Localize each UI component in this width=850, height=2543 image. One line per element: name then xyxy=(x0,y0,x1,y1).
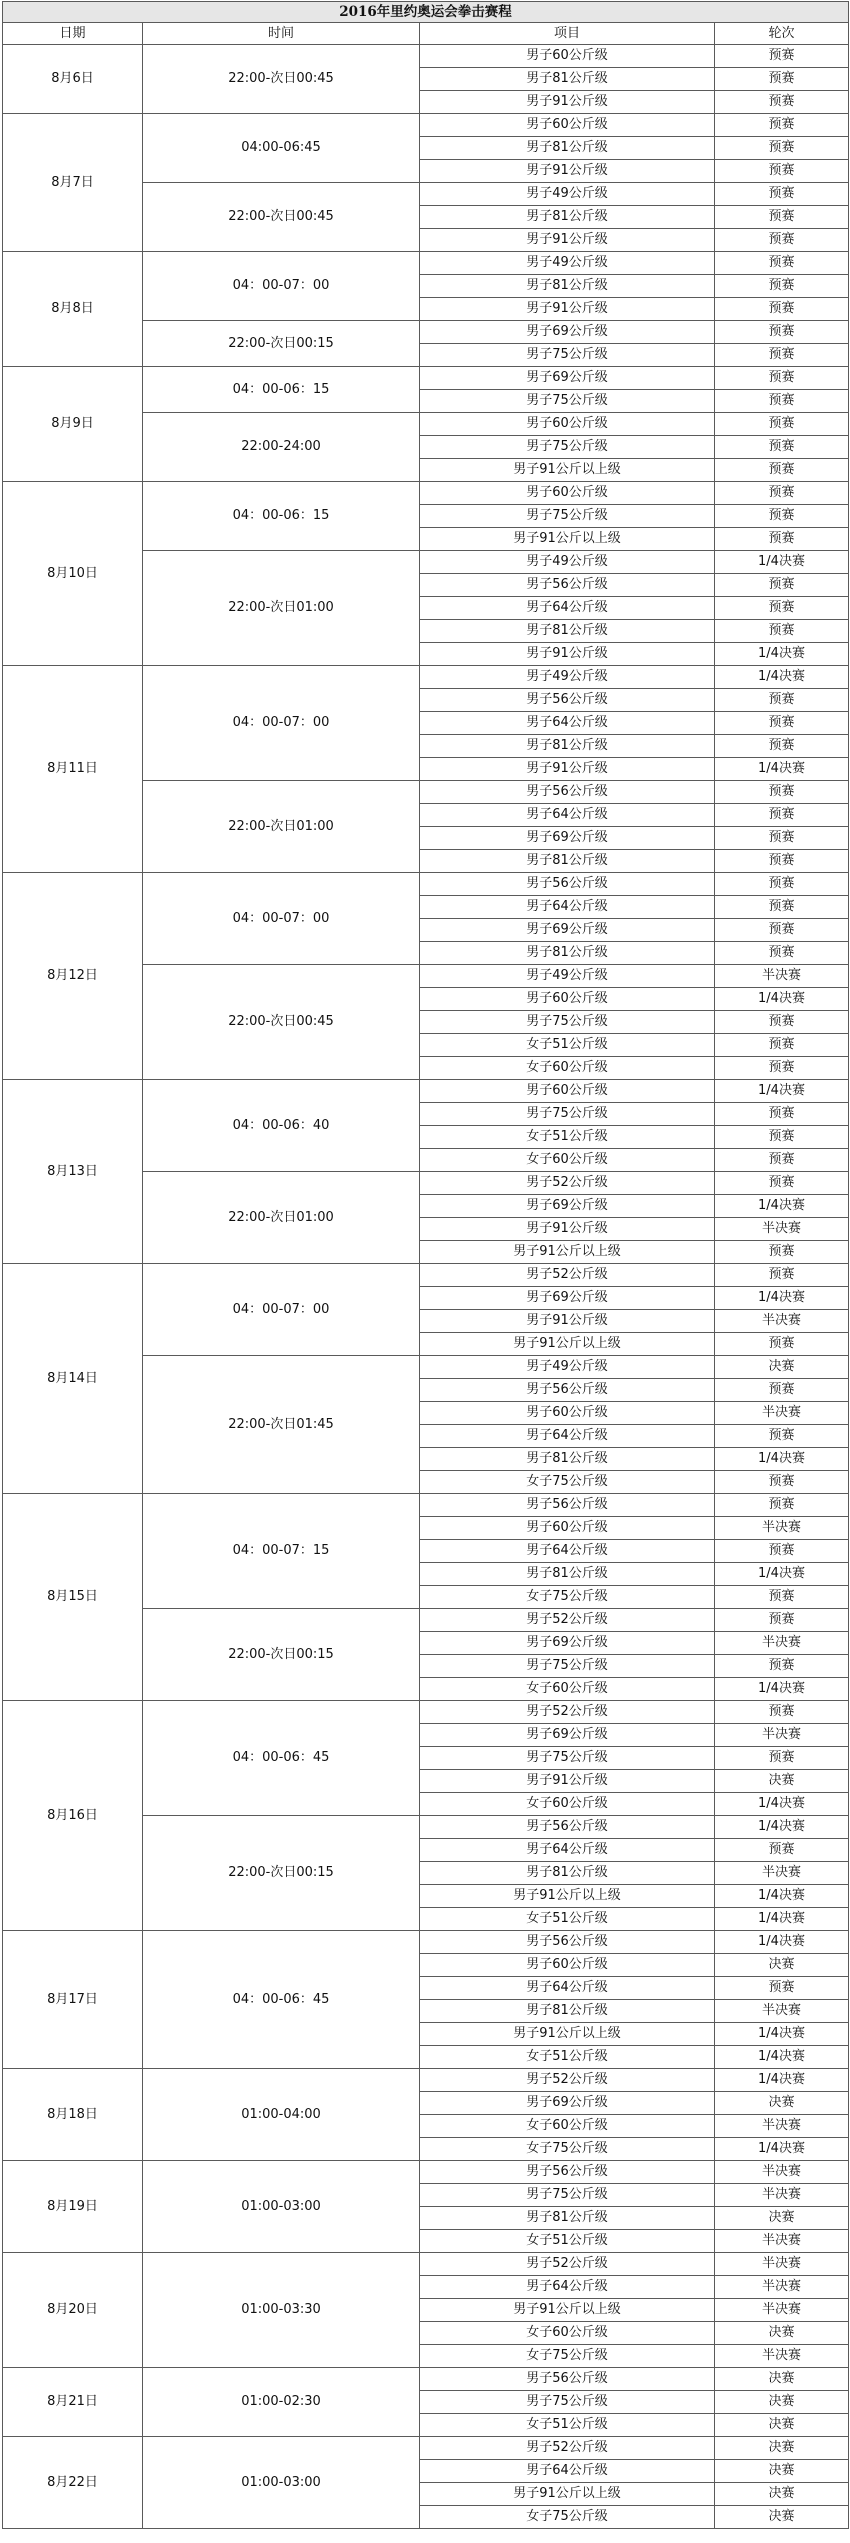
round-cell: 预赛 xyxy=(715,206,849,229)
table-row xyxy=(3,1494,849,1517)
round-cell: 1/4决赛 xyxy=(715,1195,849,1218)
table-row xyxy=(3,482,849,505)
event-cell: 男子75公斤级 xyxy=(420,344,715,367)
event-cell: 男子75公斤级 xyxy=(420,1103,715,1126)
round-cell: 预赛 xyxy=(715,1977,849,2000)
round-cell: 决赛 xyxy=(715,1954,849,1977)
round-cell: 1/4决赛 xyxy=(715,1908,849,1931)
event-cell: 男子81公斤级 xyxy=(420,1448,715,1471)
event-cell: 男子56公斤级 xyxy=(420,574,715,597)
event-cell: 男子64公斤级 xyxy=(420,597,715,620)
round-cell: 预赛 xyxy=(715,229,849,252)
event-cell: 女子51公斤级 xyxy=(420,1034,715,1057)
round-cell: 决赛 xyxy=(715,2322,849,2345)
round-cell: 预赛 xyxy=(715,91,849,114)
event-cell: 男子52公斤级 xyxy=(420,1172,715,1195)
round-cell: 1/4决赛 xyxy=(715,666,849,689)
round-cell: 预赛 xyxy=(715,1034,849,1057)
time-cell: 22:00-次日00:45 xyxy=(143,45,420,114)
round-cell: 预赛 xyxy=(715,942,849,965)
round-cell: 1/4决赛 xyxy=(715,1563,849,1586)
event-cell: 男子60公斤级 xyxy=(420,1080,715,1103)
round-cell: 预赛 xyxy=(715,367,849,390)
event-cell: 男子69公斤级 xyxy=(420,827,715,850)
event-cell: 男子91公斤以上级 xyxy=(420,2483,715,2506)
time-cell: 22:00-次日00:45 xyxy=(143,965,420,1080)
round-cell: 决赛 xyxy=(715,1356,849,1379)
event-cell: 女子60公斤级 xyxy=(420,1149,715,1172)
round-cell: 半决赛 xyxy=(715,2000,849,2023)
event-cell: 女子60公斤级 xyxy=(420,2322,715,2345)
time-cell: 22:00-次日01:00 xyxy=(143,781,420,873)
event-cell: 男子75公斤级 xyxy=(420,1747,715,1770)
event-cell: 女子51公斤级 xyxy=(420,2414,715,2437)
event-cell: 男子64公斤级 xyxy=(420,804,715,827)
event-cell: 女子75公斤级 xyxy=(420,2345,715,2368)
date-cell: 8月17日 xyxy=(3,1931,143,2069)
round-cell: 预赛 xyxy=(715,459,849,482)
event-cell: 男子56公斤级 xyxy=(420,1816,715,1839)
event-cell: 男子52公斤级 xyxy=(420,2069,715,2092)
event-cell: 男子60公斤级 xyxy=(420,1402,715,1425)
event-cell: 男子56公斤级 xyxy=(420,1931,715,1954)
event-cell: 男子91公斤级 xyxy=(420,298,715,321)
time-cell: 22:00-次日01:00 xyxy=(143,1172,420,1264)
event-cell: 男子91公斤以上级 xyxy=(420,1885,715,1908)
time-cell: 04：00-07：00 xyxy=(143,666,420,781)
round-cell: 决赛 xyxy=(715,2460,849,2483)
date-cell: 8月11日 xyxy=(3,666,143,873)
date-cell: 8月16日 xyxy=(3,1701,143,1931)
event-cell: 男子69公斤级 xyxy=(420,1724,715,1747)
event-cell: 男子69公斤级 xyxy=(420,919,715,942)
event-cell: 男子81公斤级 xyxy=(420,1862,715,1885)
round-cell: 预赛 xyxy=(715,1126,849,1149)
header-time: 时间 xyxy=(143,23,420,45)
round-cell: 预赛 xyxy=(715,390,849,413)
round-cell: 预赛 xyxy=(715,1241,849,1264)
date-cell: 8月12日 xyxy=(3,873,143,1080)
round-cell: 预赛 xyxy=(715,1839,849,1862)
round-cell: 半决赛 xyxy=(715,2184,849,2207)
event-cell: 男子91公斤以上级 xyxy=(420,1333,715,1356)
event-cell: 男子75公斤级 xyxy=(420,1655,715,1678)
event-cell: 女子60公斤级 xyxy=(420,1793,715,1816)
table-row xyxy=(3,2437,849,2460)
event-cell: 男子75公斤级 xyxy=(420,436,715,459)
round-cell: 1/4决赛 xyxy=(715,1080,849,1103)
round-cell: 1/4决赛 xyxy=(715,1793,849,1816)
round-cell: 1/4决赛 xyxy=(715,2023,849,2046)
round-cell: 预赛 xyxy=(715,735,849,758)
round-cell: 预赛 xyxy=(715,1701,849,1724)
round-cell: 预赛 xyxy=(715,321,849,344)
time-cell: 01:00-02:30 xyxy=(143,2368,420,2437)
round-cell: 预赛 xyxy=(715,68,849,91)
round-cell: 1/4决赛 xyxy=(715,1931,849,1954)
round-cell: 决赛 xyxy=(715,2092,849,2115)
round-cell: 半决赛 xyxy=(715,1724,849,1747)
event-cell: 男子49公斤级 xyxy=(420,183,715,206)
event-cell: 男子91公斤以上级 xyxy=(420,2299,715,2322)
event-cell: 男子64公斤级 xyxy=(420,1839,715,1862)
event-cell: 女子75公斤级 xyxy=(420,2138,715,2161)
round-cell: 决赛 xyxy=(715,2368,849,2391)
round-cell: 预赛 xyxy=(715,597,849,620)
round-cell: 预赛 xyxy=(715,413,849,436)
event-cell: 男子91公斤级 xyxy=(420,1218,715,1241)
date-cell: 8月19日 xyxy=(3,2161,143,2253)
event-cell: 女子60公斤级 xyxy=(420,1678,715,1701)
date-cell: 8月15日 xyxy=(3,1494,143,1701)
table-row xyxy=(3,666,849,689)
round-cell: 预赛 xyxy=(715,482,849,505)
time-cell: 22:00-次日00:15 xyxy=(143,1816,420,1931)
round-cell: 半决赛 xyxy=(715,1310,849,1333)
event-cell: 男子60公斤级 xyxy=(420,45,715,68)
round-cell: 预赛 xyxy=(715,275,849,298)
event-cell: 男子81公斤级 xyxy=(420,206,715,229)
time-cell: 04：00-06：45 xyxy=(143,1931,420,2069)
time-cell: 04：00-07：00 xyxy=(143,873,420,965)
round-cell: 预赛 xyxy=(715,344,849,367)
round-cell: 半决赛 xyxy=(715,1402,849,1425)
date-cell: 8月13日 xyxy=(3,1080,143,1264)
event-cell: 男子52公斤级 xyxy=(420,1264,715,1287)
round-cell: 半决赛 xyxy=(715,2276,849,2299)
round-cell: 预赛 xyxy=(715,1747,849,1770)
round-cell: 预赛 xyxy=(715,896,849,919)
event-cell: 男子69公斤级 xyxy=(420,1632,715,1655)
event-cell: 男子69公斤级 xyxy=(420,1287,715,1310)
round-cell: 预赛 xyxy=(715,1425,849,1448)
event-cell: 男子56公斤级 xyxy=(420,2161,715,2184)
event-cell: 男子91公斤以上级 xyxy=(420,459,715,482)
round-cell: 预赛 xyxy=(715,183,849,206)
round-cell: 半决赛 xyxy=(715,1218,849,1241)
round-cell: 预赛 xyxy=(715,1586,849,1609)
event-cell: 男子60公斤级 xyxy=(420,988,715,1011)
event-cell: 男子81公斤级 xyxy=(420,735,715,758)
event-cell: 男子75公斤级 xyxy=(420,505,715,528)
event-cell: 男子60公斤级 xyxy=(420,482,715,505)
event-cell: 男子49公斤级 xyxy=(420,965,715,988)
event-cell: 男子60公斤级 xyxy=(420,1517,715,1540)
event-cell: 男子81公斤级 xyxy=(420,275,715,298)
round-cell: 预赛 xyxy=(715,114,849,137)
round-cell: 预赛 xyxy=(715,1471,849,1494)
header-row xyxy=(3,23,849,45)
round-cell: 预赛 xyxy=(715,827,849,850)
time-cell: 22:00-次日01:00 xyxy=(143,551,420,666)
event-cell: 女子75公斤级 xyxy=(420,1471,715,1494)
table-row xyxy=(3,252,849,275)
event-cell: 男子81公斤级 xyxy=(420,137,715,160)
time-cell: 04：00-07：00 xyxy=(143,1264,420,1356)
round-cell: 预赛 xyxy=(715,137,849,160)
event-cell: 男子69公斤级 xyxy=(420,367,715,390)
event-cell: 男子52公斤级 xyxy=(420,2253,715,2276)
round-cell: 预赛 xyxy=(715,1494,849,1517)
round-cell: 预赛 xyxy=(715,1149,849,1172)
event-cell: 男子91公斤级 xyxy=(420,1310,715,1333)
event-cell: 男子81公斤级 xyxy=(420,850,715,873)
event-cell: 男子52公斤级 xyxy=(420,1609,715,1632)
time-cell: 01:00-04:00 xyxy=(143,2069,420,2161)
time-cell: 22:00-次日00:15 xyxy=(143,321,420,367)
event-cell: 男子81公斤级 xyxy=(420,2000,715,2023)
round-cell: 预赛 xyxy=(715,505,849,528)
round-cell: 预赛 xyxy=(715,1379,849,1402)
header-round: 轮次 xyxy=(715,23,849,45)
round-cell: 预赛 xyxy=(715,1609,849,1632)
date-cell: 8月9日 xyxy=(3,367,143,482)
time-cell: 04：00-06：15 xyxy=(143,367,420,413)
title-row xyxy=(3,2,849,23)
time-cell: 04：00-07：00 xyxy=(143,252,420,321)
table-title: 2016年里约奥运会拳击赛程 xyxy=(3,2,849,23)
round-cell: 预赛 xyxy=(715,781,849,804)
round-cell: 1/4决赛 xyxy=(715,988,849,1011)
event-cell: 男子81公斤级 xyxy=(420,68,715,91)
table-row xyxy=(3,1701,849,1724)
time-cell: 01:00-03:30 xyxy=(143,2253,420,2368)
event-cell: 男子64公斤级 xyxy=(420,2460,715,2483)
event-cell: 男子60公斤级 xyxy=(420,1954,715,1977)
date-cell: 8月7日 xyxy=(3,114,143,252)
round-cell: 决赛 xyxy=(715,2414,849,2437)
date-cell: 8月22日 xyxy=(3,2437,143,2529)
round-cell: 预赛 xyxy=(715,528,849,551)
event-cell: 男子75公斤级 xyxy=(420,390,715,413)
round-cell: 预赛 xyxy=(715,804,849,827)
event-cell: 男子64公斤级 xyxy=(420,896,715,919)
header-event: 项目 xyxy=(420,23,715,45)
round-cell: 预赛 xyxy=(715,1655,849,1678)
event-cell: 女子51公斤级 xyxy=(420,1126,715,1149)
event-cell: 男子49公斤级 xyxy=(420,1356,715,1379)
round-cell: 半决赛 xyxy=(715,2299,849,2322)
table-row xyxy=(3,873,849,896)
table-row xyxy=(3,367,849,390)
time-cell: 01:00-03:00 xyxy=(143,2161,420,2253)
round-cell: 预赛 xyxy=(715,298,849,321)
time-cell: 04：00-06：45 xyxy=(143,1701,420,1816)
event-cell: 男子56公斤级 xyxy=(420,1379,715,1402)
event-cell: 男子56公斤级 xyxy=(420,873,715,896)
event-cell: 男子64公斤级 xyxy=(420,2276,715,2299)
event-cell: 男子49公斤级 xyxy=(420,252,715,275)
boxing-schedule-table xyxy=(2,1,849,2529)
round-cell: 半决赛 xyxy=(715,1517,849,1540)
round-cell: 预赛 xyxy=(715,45,849,68)
event-cell: 女子60公斤级 xyxy=(420,2115,715,2138)
header-date: 日期 xyxy=(3,23,143,45)
event-cell: 男子91公斤以上级 xyxy=(420,2023,715,2046)
event-cell: 男子49公斤级 xyxy=(420,666,715,689)
table-row xyxy=(3,114,849,137)
event-cell: 女子51公斤级 xyxy=(420,1908,715,1931)
event-cell: 男子69公斤级 xyxy=(420,321,715,344)
round-cell: 预赛 xyxy=(715,1264,849,1287)
event-cell: 男子69公斤级 xyxy=(420,1195,715,1218)
event-cell: 男子64公斤级 xyxy=(420,1425,715,1448)
round-cell: 预赛 xyxy=(715,620,849,643)
table-row xyxy=(3,2069,849,2092)
round-cell: 预赛 xyxy=(715,574,849,597)
time-cell: 22:00-次日01:45 xyxy=(143,1356,420,1494)
event-cell: 男子81公斤级 xyxy=(420,2207,715,2230)
round-cell: 预赛 xyxy=(715,712,849,735)
table-row xyxy=(3,2161,849,2184)
round-cell: 1/4决赛 xyxy=(715,1678,849,1701)
event-cell: 男子64公斤级 xyxy=(420,712,715,735)
event-cell: 男子91公斤级 xyxy=(420,229,715,252)
table-row xyxy=(3,2368,849,2391)
time-cell: 01:00-03:00 xyxy=(143,2437,420,2529)
time-cell: 04：00-07：15 xyxy=(143,1494,420,1609)
event-cell: 男子91公斤级 xyxy=(420,1770,715,1793)
event-cell: 男子64公斤级 xyxy=(420,1540,715,1563)
round-cell: 预赛 xyxy=(715,1057,849,1080)
round-cell: 决赛 xyxy=(715,2437,849,2460)
event-cell: 男子81公斤级 xyxy=(420,620,715,643)
round-cell: 1/4决赛 xyxy=(715,643,849,666)
event-cell: 男子91公斤以上级 xyxy=(420,528,715,551)
time-cell: 22:00-次日00:15 xyxy=(143,1609,420,1701)
event-cell: 女子51公斤级 xyxy=(420,2046,715,2069)
event-cell: 女子75公斤级 xyxy=(420,1586,715,1609)
event-cell: 男子64公斤级 xyxy=(420,1977,715,2000)
round-cell: 预赛 xyxy=(715,1011,849,1034)
round-cell: 1/4决赛 xyxy=(715,1885,849,1908)
round-cell: 预赛 xyxy=(715,689,849,712)
time-cell: 04：00-06：40 xyxy=(143,1080,420,1172)
time-cell: 22:00-24:00 xyxy=(143,413,420,482)
round-cell: 预赛 xyxy=(715,252,849,275)
table-row xyxy=(3,1264,849,1287)
date-cell: 8月10日 xyxy=(3,482,143,666)
round-cell: 预赛 xyxy=(715,160,849,183)
event-cell: 男子81公斤级 xyxy=(420,1563,715,1586)
round-cell: 1/4决赛 xyxy=(715,1287,849,1310)
event-cell: 男子60公斤级 xyxy=(420,114,715,137)
round-cell: 半决赛 xyxy=(715,2345,849,2368)
round-cell: 半决赛 xyxy=(715,1862,849,1885)
round-cell: 半决赛 xyxy=(715,2253,849,2276)
round-cell: 决赛 xyxy=(715,2483,849,2506)
round-cell: 半决赛 xyxy=(715,1632,849,1655)
event-cell: 女子51公斤级 xyxy=(420,2230,715,2253)
event-cell: 男子91公斤级 xyxy=(420,160,715,183)
event-cell: 男子52公斤级 xyxy=(420,2437,715,2460)
event-cell: 男子60公斤级 xyxy=(420,413,715,436)
event-cell: 男子56公斤级 xyxy=(420,2368,715,2391)
event-cell: 男子56公斤级 xyxy=(420,689,715,712)
event-cell: 男子91公斤以上级 xyxy=(420,1241,715,1264)
event-cell: 女子60公斤级 xyxy=(420,1057,715,1080)
round-cell: 预赛 xyxy=(715,436,849,459)
event-cell: 女子75公斤级 xyxy=(420,2506,715,2529)
event-cell: 男子91公斤级 xyxy=(420,758,715,781)
round-cell: 决赛 xyxy=(715,1770,849,1793)
round-cell: 1/4决赛 xyxy=(715,2069,849,2092)
time-cell: 22:00-次日00:45 xyxy=(143,183,420,252)
event-cell: 男子56公斤级 xyxy=(420,1494,715,1517)
event-cell: 男子91公斤级 xyxy=(420,91,715,114)
event-cell: 男子75公斤级 xyxy=(420,1011,715,1034)
round-cell: 1/4决赛 xyxy=(715,1448,849,1471)
table-row xyxy=(3,2253,849,2276)
round-cell: 半决赛 xyxy=(715,965,849,988)
event-cell: 男子75公斤级 xyxy=(420,2184,715,2207)
round-cell: 预赛 xyxy=(715,873,849,896)
event-cell: 男子75公斤级 xyxy=(420,2391,715,2414)
round-cell: 1/4决赛 xyxy=(715,758,849,781)
date-cell: 8月20日 xyxy=(3,2253,143,2368)
date-cell: 8月21日 xyxy=(3,2368,143,2437)
date-cell: 8月8日 xyxy=(3,252,143,367)
round-cell: 1/4决赛 xyxy=(715,551,849,574)
time-cell: 04:00-06:45 xyxy=(143,114,420,183)
round-cell: 半决赛 xyxy=(715,2115,849,2138)
round-cell: 决赛 xyxy=(715,2207,849,2230)
round-cell: 决赛 xyxy=(715,2506,849,2529)
date-cell: 8月6日 xyxy=(3,45,143,114)
round-cell: 预赛 xyxy=(715,1540,849,1563)
event-cell: 男子52公斤级 xyxy=(420,1701,715,1724)
round-cell: 半决赛 xyxy=(715,2230,849,2253)
round-cell: 1/4决赛 xyxy=(715,1816,849,1839)
round-cell: 半决赛 xyxy=(715,2161,849,2184)
event-cell: 男子81公斤级 xyxy=(420,942,715,965)
round-cell: 预赛 xyxy=(715,919,849,942)
event-cell: 男子69公斤级 xyxy=(420,2092,715,2115)
round-cell: 1/4决赛 xyxy=(715,2138,849,2161)
date-cell: 8月14日 xyxy=(3,1264,143,1494)
round-cell: 决赛 xyxy=(715,2391,849,2414)
round-cell: 预赛 xyxy=(715,1103,849,1126)
table-row xyxy=(3,1931,849,1954)
round-cell: 预赛 xyxy=(715,1333,849,1356)
round-cell: 1/4决赛 xyxy=(715,2046,849,2069)
round-cell: 预赛 xyxy=(715,850,849,873)
event-cell: 男子49公斤级 xyxy=(420,551,715,574)
time-cell: 04：00-06：15 xyxy=(143,482,420,551)
table-row xyxy=(3,45,849,68)
schedule-body xyxy=(3,45,849,2529)
event-cell: 男子91公斤级 xyxy=(420,643,715,666)
date-cell: 8月18日 xyxy=(3,2069,143,2161)
event-cell: 男子56公斤级 xyxy=(420,781,715,804)
table-row xyxy=(3,1080,849,1103)
round-cell: 预赛 xyxy=(715,1172,849,1195)
